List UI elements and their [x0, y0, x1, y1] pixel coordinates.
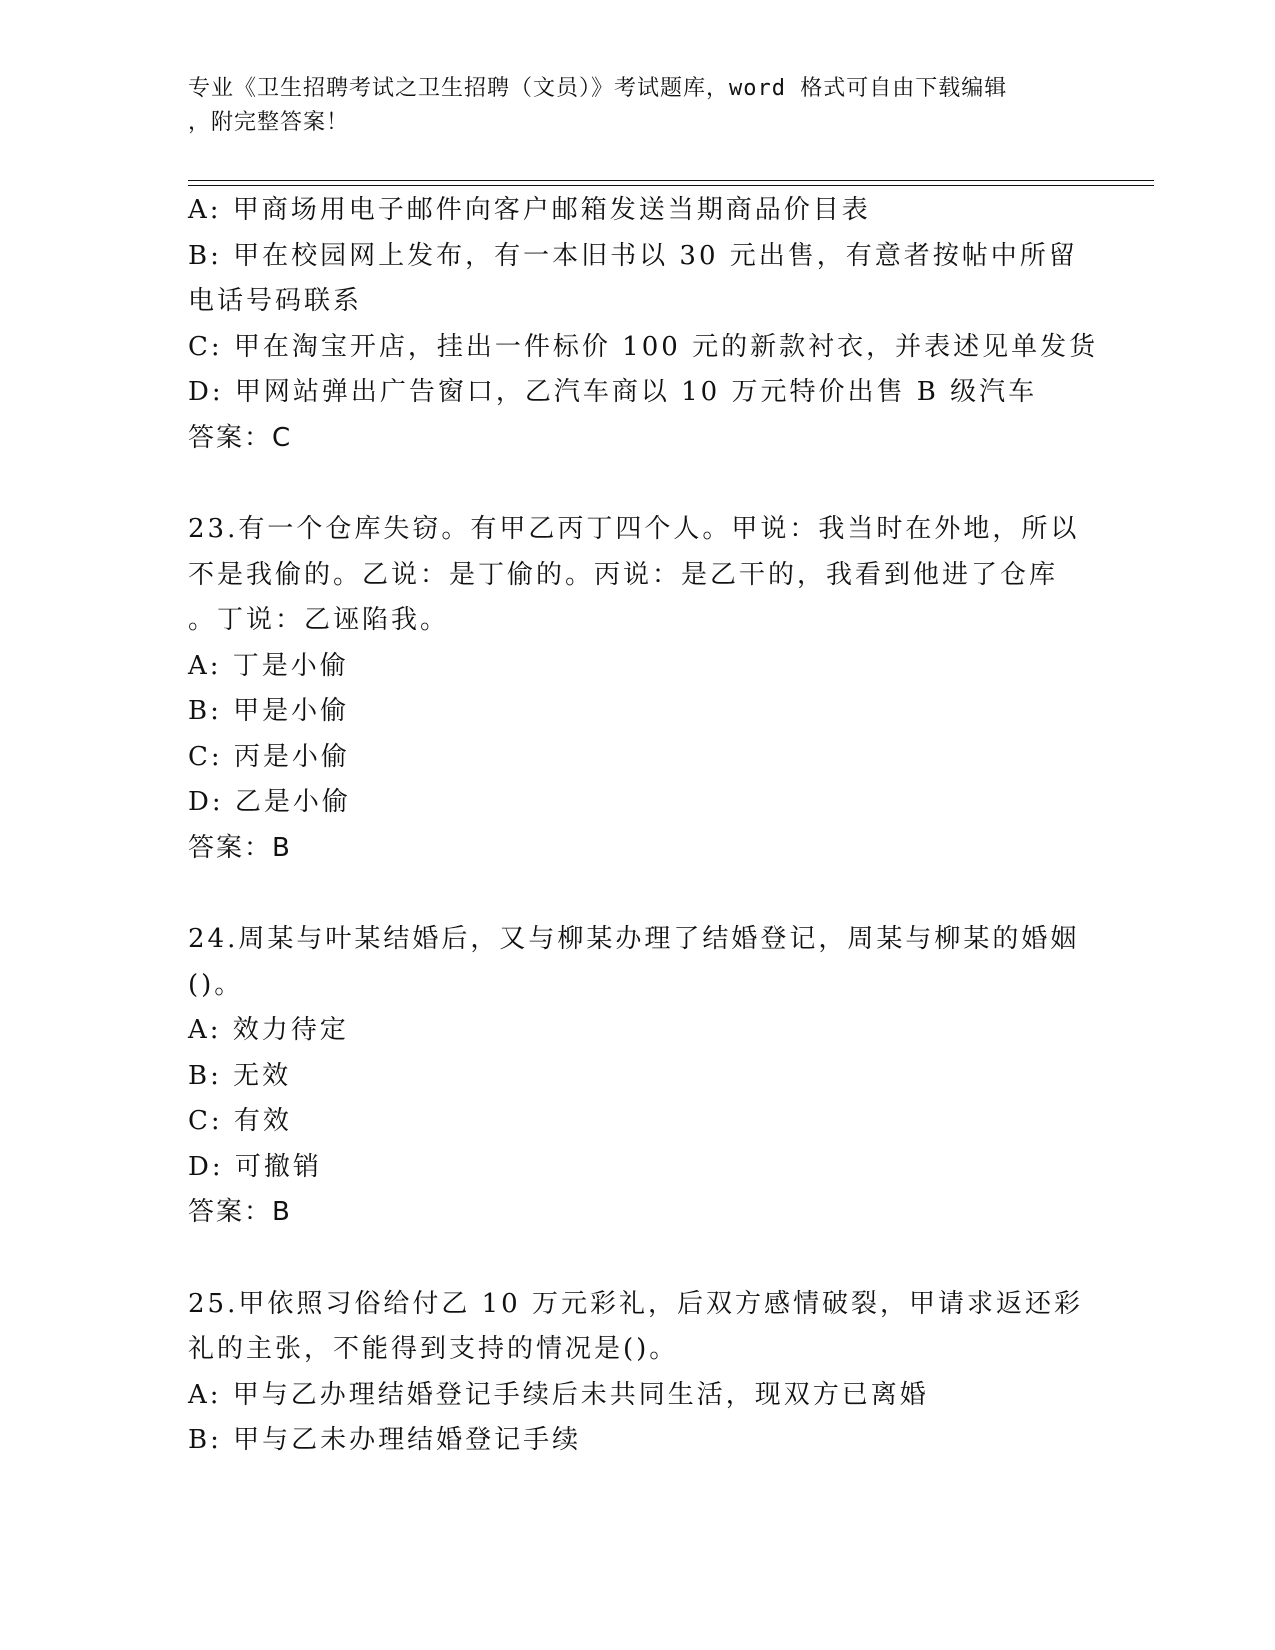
question-25 [188, 1282, 1088, 1464]
question-list [188, 188, 1099, 1464]
header-line-1: 专业《卫生招聘考试之卫生招聘（文员）》考试题库，word 格式可自由下载编辑 [188, 76, 1008, 101]
question-spacer [188, 1236, 1088, 1282]
option-a: A: 甲商场用电子邮件向客户邮箱发送当期商品价目表 [188, 195, 871, 225]
option-c: C: 有效 [188, 1106, 292, 1136]
option-c: C: 丙是小偷 [188, 741, 350, 772]
header-divider-bottom [188, 185, 1154, 186]
question-stem-line: 25.甲依照习俗给付乙 10 万元彩礼，后双方感情破裂，甲请求返还彩 [188, 1288, 1083, 1319]
document-header [188, 72, 1088, 140]
option-a: A: 效力待定 [188, 1015, 349, 1045]
question-23 [188, 507, 1088, 871]
option-d: D: 甲网站弹出广告窗口，乙汽车商以 10 万元特价出售 B 级汽车 [188, 377, 1038, 407]
answer: 答案：C [188, 422, 293, 453]
answer: 答案：B [188, 832, 292, 863]
question-24 [188, 917, 1088, 1236]
option-b: B: 无效 [188, 1060, 292, 1091]
option-d: D: 可撤销 [188, 1151, 322, 1182]
question-stem-line: 。丁说：乙诬陷我。 [188, 605, 450, 635]
option-a: A: 甲与乙办理结婚登记手续后未共同生活，现双方已离婚 [188, 1379, 929, 1410]
question-spacer [188, 461, 1088, 507]
question-spacer [188, 871, 1088, 917]
question-stem-line: 23.有一个仓库失窃。有甲乙丙丁四个人。甲说：我当时在外地，所以 [188, 514, 1080, 544]
header-line-2: ，附完整答案！ [188, 110, 350, 135]
option-b: B: 甲是小偷 [188, 696, 350, 726]
option-b-continued: 电话号码联系 [188, 286, 363, 316]
option-b: B: 甲在校园网上发布，有一本旧书以 30 元出售，有意者按帖中所留 [188, 240, 1078, 271]
question-stem-line: 不是我偷的。乙说：是丁偷的。丙说：是乙干的，我看到他进了仓库 [188, 559, 1059, 590]
option-d: D: 乙是小偷 [188, 787, 351, 817]
question-stem-line: 24.周某与叶某结婚后，又与柳某办理了结婚登记，周某与柳某的婚姻 [188, 924, 1080, 954]
option-b: B: 甲与乙未办理结婚登记手续 [188, 1425, 582, 1455]
question-stem-line: 礼的主张，不能得到支持的情况是()。 [188, 1334, 679, 1364]
question-stem-line: ()。 [188, 969, 244, 1000]
header-divider-top [188, 180, 1154, 181]
answer: 答案：B [188, 1197, 292, 1227]
option-c: C: 甲在淘宝开店，挂出一件标价 100 元的新款衬衣，并表述见单发货 [188, 331, 1099, 362]
question-22 [188, 188, 1099, 461]
option-a: A: 丁是小偷 [188, 650, 349, 681]
